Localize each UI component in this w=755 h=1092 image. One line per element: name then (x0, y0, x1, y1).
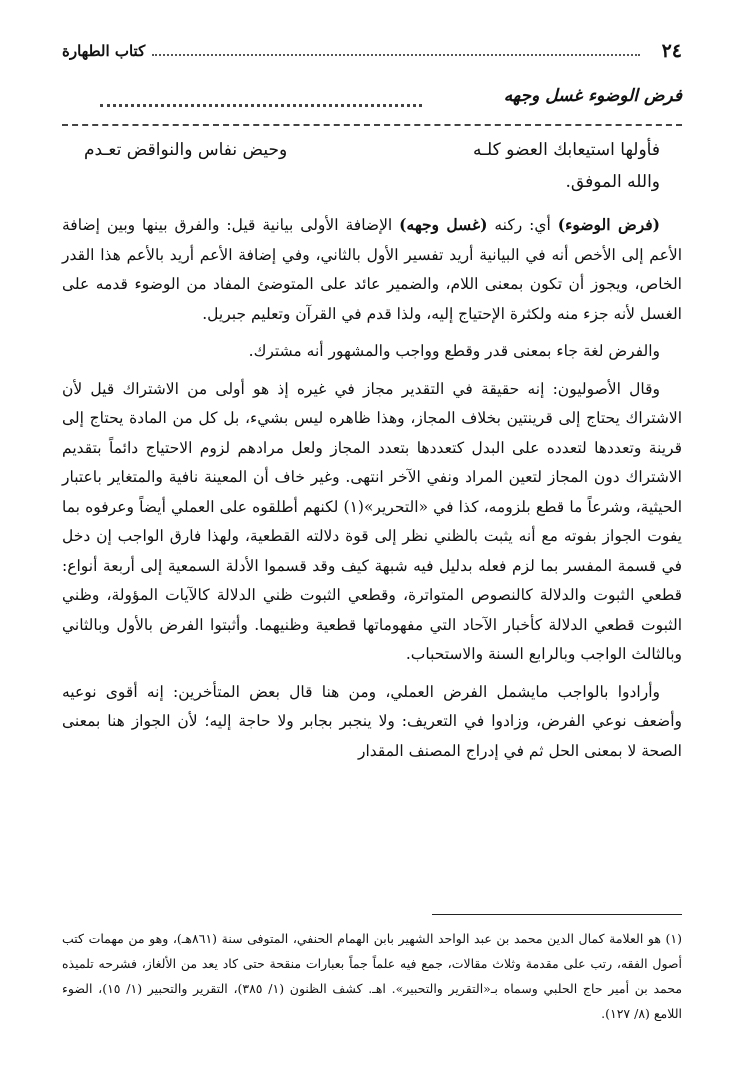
verse-line (62, 140, 660, 170)
paragraph: وأرادوا بالواجب مايشمل الفرض العملي، ومن هنا قال بعض المتأخرين: إنه أقوى نوعيه وأضعف نوعي الفرض، وزادوا في التعريف: ولا ينجبر بجابر ولا حاجة إليه؛ لأن الجواز هنا بمعنى الصحة لا بمعنى الحل ثم في إدراج المصنف المقدار (62, 682, 682, 760)
paragraph: وقال الأصوليون: إنه حقيقة في التقدير مجاز في غيره إذ هو أولى من الاشتراك قيل لأن الاشتراك يحتاج إلى قرينتين بخلاف المجاز، وهذا ظاهره ليس بشيء، بل كل من المادة يحتاج إلى قرينة وتعددها لتعدده على البدل كتعددها بتعدد المجاز ولعل مرادهم لزوم الاحتياج دائماً بتقديم الاشتراك دون المجاز لتعين المراد ونفي الآخر انتهى. وغير خاف أن المعينة نافية والمتغاير باعتبار الحيثية، وشرعاً ما قطع بلزومه، كذا في «التحرير»(١) لكنهم أطلقوه على العملي أيضاً وعرفوه بما يفوت الجواز بفوته مع أنه يثبت بالظني نظر إلى قوة دلالته القطعية، ولهذا فارق الواجب إن دخل في قسمة المفسر بما لزم فعله بدليل فيه شبهة كيف وقد قسموا الأدلة السمعية إلى أربعة أنواع: قطعي الثبوت والدلالة كالنصوص المتواترة، وقطعي الثبوت ظني الدلالة كالآيات المؤولة، وظني الثبوت قطعي الدلالة كأخبار الآحاد التي مفهوماتها قطعية وظنيهما. وأثبتوا الفرض بالأول وبالثاني وبالثالث الواجب وبالرابع السنة والاستحباب. (62, 379, 683, 663)
matn-quote: (فرض الوضوء) (557, 215, 660, 234)
book-page (62, 30, 682, 1080)
heading-dotted-leader (100, 104, 422, 107)
main-text (62, 210, 682, 774)
paragraph (62, 210, 682, 329)
verse-closing: والله الموفق. (565, 172, 660, 192)
page-number: ٢٤ (661, 40, 682, 62)
book-title: كتاب الطهارة (62, 42, 146, 60)
verse-first-hemistich: فأولها استيعابك العضو كلـه (472, 140, 660, 160)
paragraph: والفرض لغة جاء بمعنى قدر وقطع وواجب والمشهور أنه مشترك. (248, 342, 660, 360)
running-head (62, 40, 682, 64)
commentary-text: أي: ركنه (487, 216, 558, 234)
footnote-rule (432, 914, 682, 915)
footnote-1: (١) هو العلامة كمال الدين محمد بن عبد الواحد الشهير بابن الهمام الحنفي، المتوفى سنة (٨٦١هـ)، وهو من مهمات كتب أصول الفقه، رتب على مقدمة وثلاث مقالات، جمع فيه علماً جماً بعبارات منقحة حتى كاد يعد من الألغاز، فشرحه تلميذه محمد بن أمير حاج الحلبي وسماه بـ«التقرير والتحبير». اهـ. كشف الظنون (١/ ٣٨٥)، التقرير والتحبير (١/ ١٥)، الضوء اللامع (٨/ ١٢٧). (62, 931, 683, 1021)
matn-quote: (غسل وجهه) (399, 215, 488, 234)
footnotes (62, 926, 682, 1026)
commentary-text: الإضافة الأولى بيانية قيل: والفرق بينها وبين إضافة الأعم إلى الأخص أنه في البيانية أريد تفسير الأول بالثاني، وفي إضافة الأعم أريد بالأعم هذا القدر الخاص، ويجوز أن تكون بمعنى اللام، والضمير عائد على المتوضئ المفاد من الوضوء قدمه على الغسل لأنه جزء منه ولكثرة الإحتياج إليه، ولذا قدم في القرآن وتعليم جبريل. (62, 216, 682, 323)
heading-dashed-rule (62, 124, 682, 126)
verse-second-hemistich: وحيض نفاس والنواقض تعـدم (84, 140, 288, 160)
section-heading: فرض الوضوء غسل وجهه (503, 86, 682, 106)
running-head-dots (152, 54, 640, 56)
